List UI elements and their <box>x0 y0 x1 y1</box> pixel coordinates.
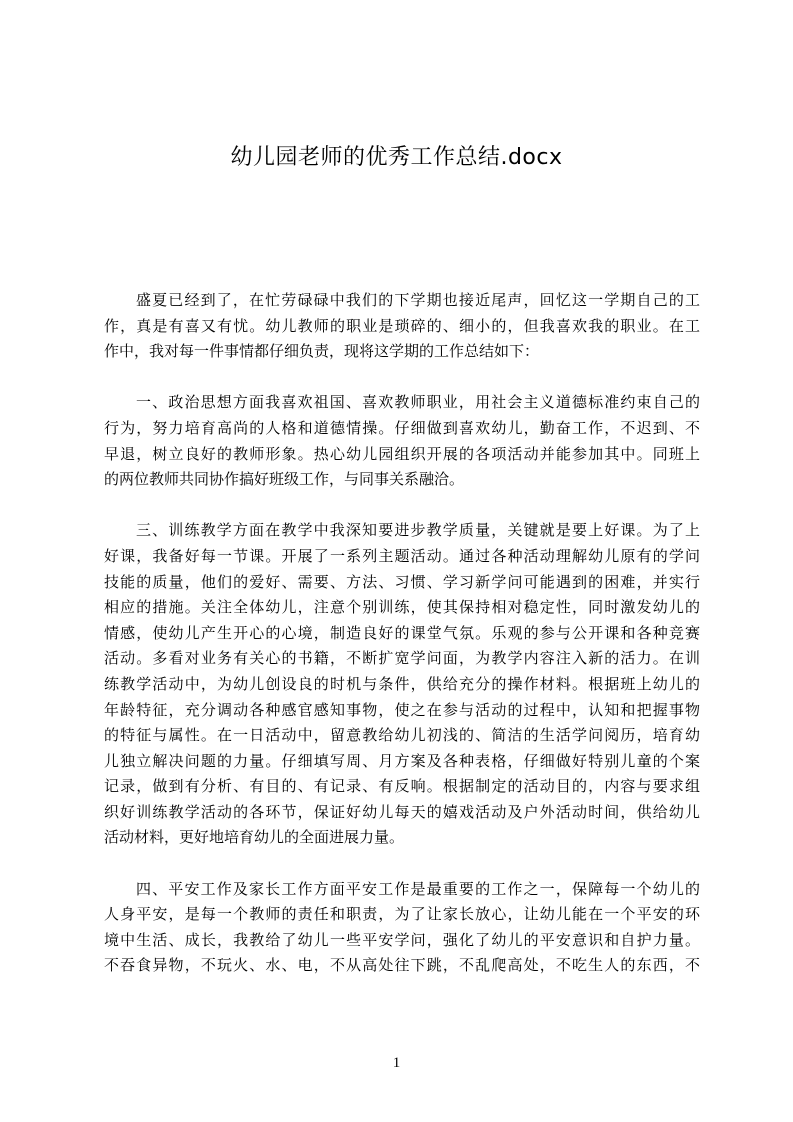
paragraph-teaching <box>104 518 700 851</box>
paragraph-line: 人身平安，是每一个教师的责任和职责，为了让家长放心，让幼儿能在一个平安的环 <box>104 905 700 924</box>
paragraph-line: 不吞食异物，不玩火、水、电，不从高处往下跳，不乱爬高处，不吃生人的东西，不 <box>104 956 700 975</box>
paragraph-line: 好课，我备好每一节课。开展了一系列主题活动。通过各种活动理解幼儿原有的学问 <box>104 546 700 565</box>
paragraph-line: 作中，我对每一件事情都仔细负责，现将这学期的工作总结如下： <box>104 342 540 361</box>
paragraph-intro <box>104 288 700 365</box>
paragraph-line: 情感，使幼儿产生开心的心境，制造良好的课堂气氛。乐观的参与公开课和各种竞赛 <box>104 623 700 642</box>
paragraph-political <box>104 390 700 492</box>
paragraph-line: 记录，做到有分析、有目的、有记录、有反响。根据制定的活动目的，内容与要求组 <box>104 777 700 796</box>
paragraph-line: 技能的质量，他们的爱好、需要、方法、习惯、学习新学问可能遇到的困难，并实行 <box>104 572 700 591</box>
paragraph-line: 活动材料，更好地培育幼儿的全面进展力量。 <box>104 828 405 847</box>
paragraph-line: 相应的措施。关注全体幼儿，注意个别训练，使其保持相对稳定性，同时激发幼儿的 <box>104 598 700 617</box>
paragraph-line: 盛夏已经到了，在忙劳碌碌中我们的下学期也接近尾声，回忆这一学期自己的工 <box>136 291 700 309</box>
paragraph-line: 境中生活、成长，我教给了幼儿一些平安学问，强化了幼儿的平安意识和自护力量。 <box>104 930 700 949</box>
document-body <box>104 288 700 979</box>
paragraph-line: 练教学活动中，为幼儿创设良的时机与条件，供给充分的操作材料。根据班上幼儿的 <box>104 674 700 693</box>
paragraph-line: 四、平安工作及家长工作方面平安工作是最重要的工作之一，保障每一个幼儿的 <box>136 879 700 898</box>
paragraph-line: 织好训练教学活动的各环节，保证好幼儿每天的嬉戏活动及户外活动时间，供给幼儿 <box>104 802 700 821</box>
paragraph-line: 三、训练教学方面在教学中我深知要进步教学质量，关键就是要上好课。为了上 <box>136 521 700 540</box>
paragraph-line: 活动。多看对业务有关心的书籍，不断扩宽学问面，为教学内容注入新的活力。在训 <box>104 649 700 668</box>
paragraph-line: 行为，努力培育高尚的人格和道德情操。仔细做到喜欢幼儿，勤奋工作，不迟到、不 <box>104 418 700 437</box>
paragraph-safety <box>104 877 700 979</box>
paragraph-line: 早退，树立良好的教师形象。热心幼儿园组织开展的各项活动并能参加其中。同班上 <box>104 444 700 463</box>
paragraph-line: 的两位教师共同协作搞好班级工作，与同事关系融洽。 <box>104 470 465 489</box>
paragraph-line: 一、政治思想方面我喜欢祖国、喜欢教师职业，用社会主义道德标准约束自己的 <box>136 393 700 412</box>
paragraph-line: 儿独立解决问题的力量。仔细填写周、月方案及各种表格，仔细做好特别儿童的个案 <box>104 751 700 770</box>
paragraph-line: 的特征与属性。在一日活动中，留意教给幼儿初浅的、简洁的生活学问阅历，培育幼 <box>104 726 700 745</box>
document-title: 幼儿园老师的优秀工作总结.docx <box>230 145 563 170</box>
page-number: 1 <box>392 1055 401 1071</box>
paragraph-line: 年龄特征，充分调动各种感官感知事物，使之在参与活动的过程中，认知和把握事物 <box>104 700 700 719</box>
paragraph-line: 作，真是有喜又有忧。幼儿教师的职业是琐碎的、细小的，但我喜欢我的职业。在工 <box>104 316 700 335</box>
